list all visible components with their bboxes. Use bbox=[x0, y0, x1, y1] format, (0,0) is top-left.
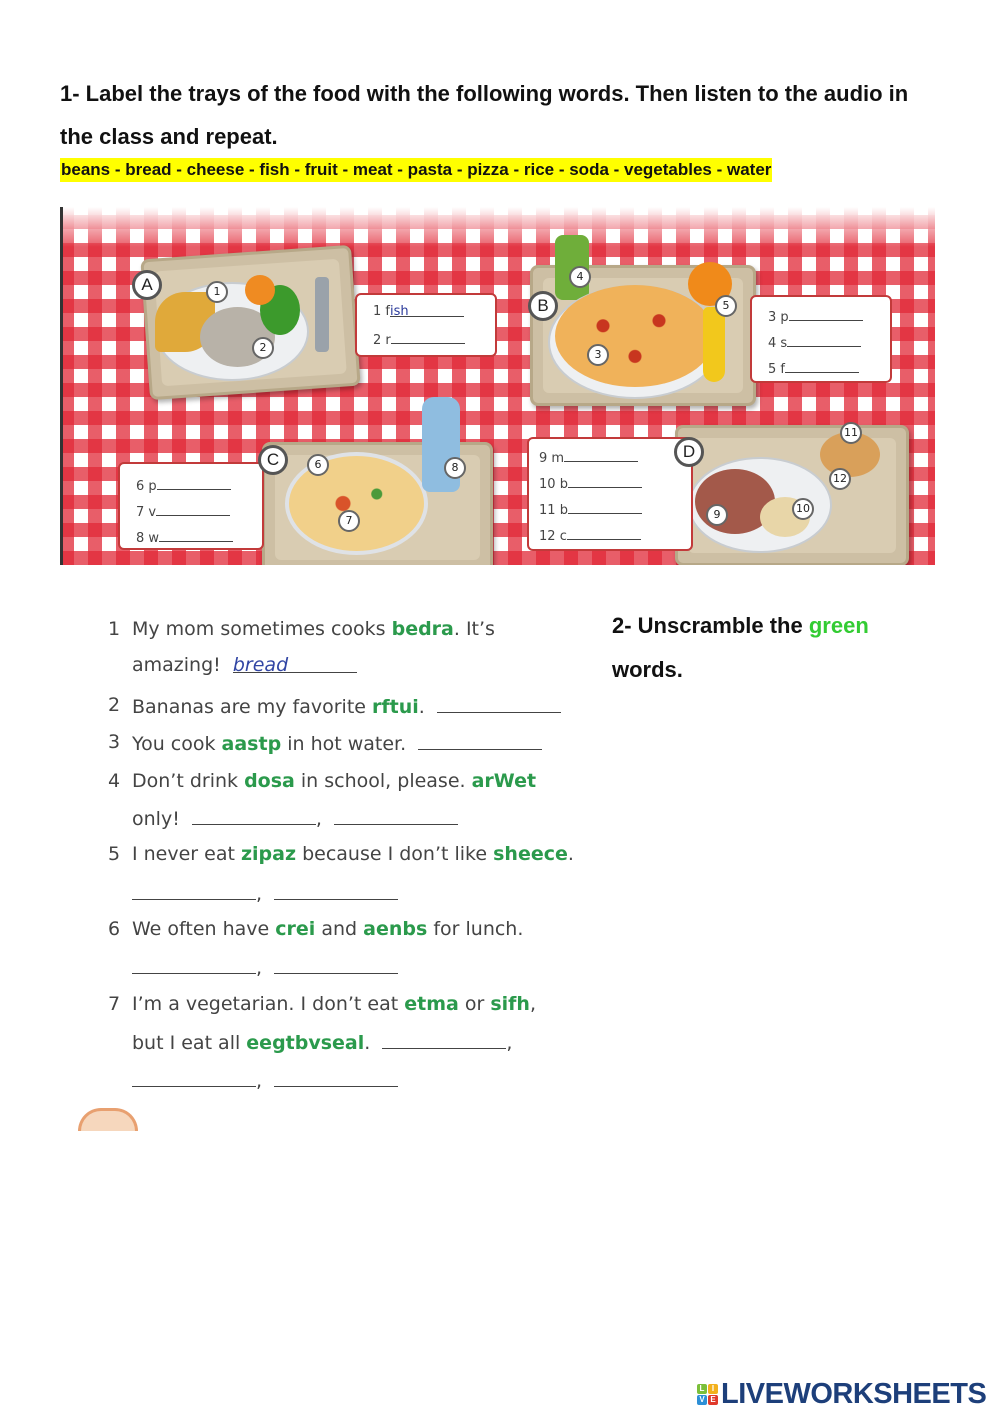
item-number: 4 bbox=[108, 770, 121, 792]
item-number: 8 bbox=[136, 531, 145, 546]
item-number: 2 bbox=[108, 694, 121, 716]
label-box-a bbox=[355, 293, 497, 357]
label-answer-field[interactable] bbox=[156, 503, 230, 516]
marker-11: 11 bbox=[840, 422, 862, 444]
label-answer: ish bbox=[390, 304, 409, 319]
marker-8: 8 bbox=[444, 457, 466, 479]
item-prefix: b bbox=[559, 503, 568, 518]
sentence-text: We often have bbox=[132, 918, 276, 940]
item-prefix: w bbox=[148, 531, 160, 546]
answer-blank[interactable] bbox=[132, 881, 256, 900]
scrambled-word: zipaz bbox=[240, 843, 297, 865]
sentence-text: , bbox=[506, 1032, 513, 1054]
label-item bbox=[539, 501, 642, 518]
carrots bbox=[245, 275, 275, 305]
sentence-text: I never eat bbox=[132, 843, 241, 865]
item-number: 1 bbox=[108, 618, 121, 640]
item-number: 10 bbox=[539, 477, 556, 492]
task1-instructions: 1- Label the trays of the food with the following words. Then listen to the audio in the class and repeat. bbox=[60, 81, 909, 149]
banana bbox=[703, 307, 725, 382]
label-box-d bbox=[527, 437, 693, 551]
answer-blank[interactable] bbox=[274, 881, 398, 900]
answer-blank[interactable] bbox=[132, 1068, 256, 1087]
marker-9: 9 bbox=[706, 504, 728, 526]
scrambled-word: etma bbox=[404, 993, 459, 1015]
logo-cube-e: E bbox=[708, 1395, 718, 1405]
tray-letter-c: C bbox=[258, 445, 288, 475]
label-answer-field[interactable] bbox=[787, 334, 861, 347]
sentence-text: in school, please. bbox=[294, 770, 472, 792]
sentence-text: but I eat all bbox=[132, 1032, 247, 1054]
sentence-text: I’m a vegetarian. I don’t eat bbox=[132, 993, 405, 1015]
logo-text: LIVEWORKSHEETS bbox=[721, 1378, 987, 1410]
sentence-text: . bbox=[418, 696, 437, 718]
label-answer-field[interactable] bbox=[785, 360, 859, 373]
scrambled-word: sifh bbox=[490, 993, 530, 1015]
answer-blank[interactable] bbox=[232, 654, 357, 676]
marker-6: 6 bbox=[307, 454, 329, 476]
sentence-text: , bbox=[529, 993, 537, 1015]
item-number: 5 bbox=[108, 843, 121, 865]
scrambled-word: crei bbox=[275, 918, 316, 940]
sentence-text: , bbox=[256, 957, 275, 979]
sentence-text: My mom sometimes cooks bbox=[132, 618, 392, 640]
answer-blank[interactable] bbox=[334, 806, 458, 825]
sentence-text: , bbox=[256, 883, 275, 905]
word-bank: beans - bread - cheese - fish - fruit - meat - pasta - pizza - rice - soda - vegetables - water bbox=[60, 158, 772, 182]
item-number: 7 bbox=[136, 505, 145, 520]
sentence-text: Bananas are my favorite bbox=[132, 696, 373, 718]
label-item bbox=[373, 304, 464, 319]
scrambled-word: bedra bbox=[391, 618, 454, 640]
item-number: 5 bbox=[768, 362, 777, 377]
label-item bbox=[768, 334, 861, 351]
tray-letter-a: A bbox=[132, 270, 162, 300]
scrambled-word: sheece bbox=[493, 843, 568, 865]
item-number: 4 bbox=[768, 336, 777, 351]
task2-instructions bbox=[612, 604, 932, 692]
scrambled-word: dosa bbox=[244, 770, 295, 792]
sentence-text: or bbox=[458, 993, 491, 1015]
pizza bbox=[555, 285, 715, 387]
label-answer-field[interactable] bbox=[391, 331, 465, 344]
label-answer-field[interactable] bbox=[567, 527, 641, 540]
item-prefix: p bbox=[780, 310, 789, 325]
scrambled-word: rftui bbox=[372, 696, 419, 718]
answer-blank[interactable] bbox=[132, 955, 256, 974]
sentence-text: , bbox=[315, 808, 335, 830]
sentence-text: because I don’t like bbox=[296, 843, 494, 865]
item-number: 6 bbox=[136, 479, 145, 494]
label-answer-field[interactable] bbox=[568, 475, 642, 488]
cropped-image-fragment bbox=[78, 1108, 138, 1131]
logo-cube-v: V bbox=[697, 1395, 707, 1405]
sentence-text: , bbox=[256, 1070, 275, 1092]
sentence-text: for lunch. bbox=[427, 918, 524, 940]
marker-1: 1 bbox=[206, 281, 228, 303]
label-answer-field[interactable] bbox=[789, 308, 863, 321]
label-item bbox=[768, 308, 863, 325]
item-number: 9 bbox=[539, 451, 548, 466]
tray-letter-b: B bbox=[528, 291, 558, 321]
sentence-text: . bbox=[567, 843, 574, 865]
item-prefix: m bbox=[551, 451, 565, 466]
label-box-c bbox=[118, 462, 264, 550]
scrambled-word: eegtbvseal bbox=[246, 1032, 365, 1054]
label-answer-field[interactable] bbox=[564, 449, 638, 462]
scrambled-word: aenbs bbox=[363, 918, 428, 940]
item-prefix: f bbox=[780, 362, 785, 377]
food-trays-illustration bbox=[60, 207, 935, 565]
answer-blank[interactable] bbox=[274, 955, 398, 974]
item-number: 12 bbox=[539, 529, 556, 544]
label-item bbox=[768, 360, 859, 377]
answer-blank[interactable] bbox=[192, 806, 316, 825]
item-prefix: s bbox=[780, 336, 788, 351]
item-prefix: f bbox=[385, 304, 390, 319]
sentence-text: . It’s bbox=[453, 618, 495, 640]
item-prefix: b bbox=[559, 477, 568, 492]
item-number: 11 bbox=[539, 503, 556, 518]
sentence-text: amazing! bbox=[132, 654, 233, 676]
marker-4: 4 bbox=[569, 266, 591, 288]
answer-blank[interactable] bbox=[418, 731, 542, 750]
item-prefix: c bbox=[559, 529, 567, 544]
sentence-text: only! bbox=[132, 808, 192, 830]
task2-title: 2- Unscramble the bbox=[612, 613, 809, 638]
marker-7: 7 bbox=[338, 510, 360, 532]
label-item bbox=[539, 475, 642, 492]
answer-blank[interactable] bbox=[274, 1068, 398, 1087]
item-prefix: p bbox=[148, 479, 157, 494]
answer-blank[interactable] bbox=[437, 694, 561, 713]
scrambled-word: aastp bbox=[221, 733, 282, 755]
task2-title-end: words. bbox=[612, 657, 683, 682]
logo-cube-i: I bbox=[708, 1384, 718, 1394]
sentence-text: You cook bbox=[132, 733, 222, 755]
item-number: 1 bbox=[373, 304, 382, 319]
sentence-text: Don’t drink bbox=[132, 770, 245, 792]
marker-12: 12 bbox=[829, 468, 851, 490]
label-item bbox=[539, 449, 638, 466]
logo-cube-l: L bbox=[697, 1384, 707, 1394]
label-box-b bbox=[750, 295, 892, 383]
sentence-text: and bbox=[315, 918, 364, 940]
label-answer-field[interactable] bbox=[159, 529, 233, 542]
task2-title-green: green bbox=[808, 613, 869, 638]
label-answer-field[interactable] bbox=[568, 501, 642, 514]
marker-2: 2 bbox=[252, 337, 274, 359]
item-number: 2 bbox=[373, 333, 382, 348]
label-item bbox=[539, 527, 641, 544]
marker-3: 3 bbox=[587, 344, 609, 366]
label-answer-field[interactable] bbox=[157, 477, 231, 490]
item-number: 3 bbox=[108, 731, 121, 753]
item-prefix: r bbox=[385, 333, 391, 348]
label-item bbox=[373, 331, 465, 348]
item-number: 3 bbox=[768, 310, 777, 325]
item-number: 6 bbox=[108, 918, 121, 940]
label-item bbox=[136, 529, 233, 546]
marker-10: 10 bbox=[792, 498, 814, 520]
cutlery bbox=[315, 277, 329, 352]
tray-letter-d: D bbox=[674, 437, 704, 467]
label-item bbox=[136, 503, 230, 520]
label-answer-field[interactable] bbox=[390, 304, 464, 317]
marker-5: 5 bbox=[715, 295, 737, 317]
item-number: 7 bbox=[108, 993, 121, 1015]
answer-blank[interactable] bbox=[382, 1030, 506, 1049]
label-item bbox=[136, 477, 231, 494]
item-prefix: v bbox=[148, 505, 157, 520]
sentence-text: in hot water. bbox=[281, 733, 419, 755]
sentence-text: . bbox=[364, 1032, 383, 1054]
liveworksheets-logo bbox=[697, 1378, 986, 1411]
sample-answer: bread bbox=[232, 654, 289, 676]
scrambled-word: arWet bbox=[471, 770, 537, 792]
